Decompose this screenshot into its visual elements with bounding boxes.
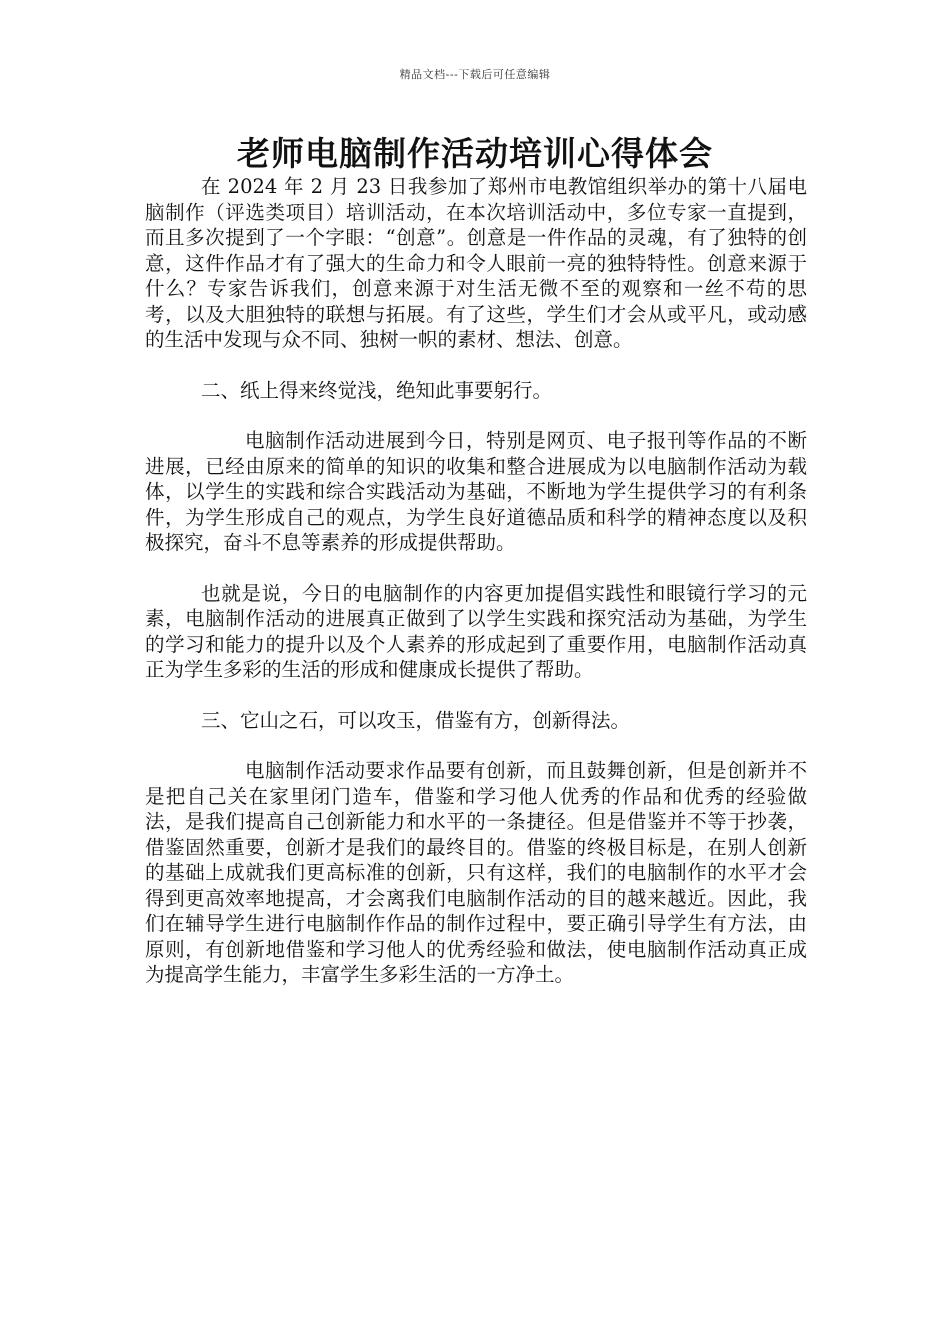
paragraph-section-2-summary: 也就是说，今日的电脑制作的内容更加提倡实践性和眼镜行学习的元素，电脑制作活动的进展真正做到了以学生实践和探究活动为基础，为学生的学习和能力的提升以及个人素养的形成起到了重要作用，电脑制作活动真正为学生多彩的生活的形成和健康成长提供了帮助。 [145,581,807,681]
paragraph-intro: 在 2024 年 2 月 23 日我参加了郑州市电教馆组织举办的第十八届电脑制作（评选类项目）培训活动，在本次培训活动中，多位专家一直提到，而且多次提到了一个字眼：“创意”。创意是一件作品的灵魂，有了独特的创意，这件作品才有了强大的生命力和令人眼前一亮的独特特性。创意来源于什么？专家告诉我们，创意来源于对生活无微不至的观察和一丝不苟的思考，以及大胆独特的联想与拓展。有了这些，学生们才会从或平凡，或动感的生活中发现与众不同、独树一帜的素材、想法、创意。 [145,175,807,351]
paragraph-gap [145,683,807,708]
header-note: 精品文档---下载后可任意编辑 [399,68,551,81]
paragraph-gap [145,403,807,428]
document-body [145,174,807,988]
section-heading-2: 二、纸上得来终觉浅，绝知此事要躬行。 [201,378,553,402]
paragraph-gap [145,353,807,378]
document-title: 老师电脑制作活动培训心得体会 [237,134,713,173]
paragraph-section-2-body: 电脑制作活动进展到今日，特别是网页、电子报刊等作品的不断进展，已经由原来的简单的知识的收集和整合进展成为以电脑制作活动为载体，以学生的实践和综合实践活动为基础，不断地为学生提供学习的有利条件，为学生形成自己的观点，为学生良好道德品质和科学的精神态度以及积极探究，奋斗不息等素养的形成提供帮助。 [145,429,807,554]
paragraph-section-3-body: 电脑制作活动要求作品要有创新，而且鼓舞创新，但是创新并不是把自己关在家里闭门造车，借鉴和学习他人优秀的作品和优秀的经验做法，是我们提高自己创新能力和水平的一条捷径。但是借鉴并不等于抄袭，借鉴固然重要，创新才是我们的最终目的。借鉴的终极目标是，在别人创新的基础上成就我们更高标准的创新，只有这样，我们的电脑制作的水平才会得到更高效率地提高，才会离我们电脑制作活动的目的越来越近。因此，我们在辅导学生进行电脑制作作品的制作过程中，要正确引导学生有方法，由原则，有创新地借鉴和学习他人的优秀经验和做法，使电脑制作活动真正成为提高学生能力，丰富学生多彩生活的一方净土。 [145,759,807,986]
paragraph-gap [145,733,807,758]
section-heading-3: 三、它山之石，可以攻玉，借鉴有方，创新得法。 [201,708,631,732]
paragraph-gap [145,556,807,581]
